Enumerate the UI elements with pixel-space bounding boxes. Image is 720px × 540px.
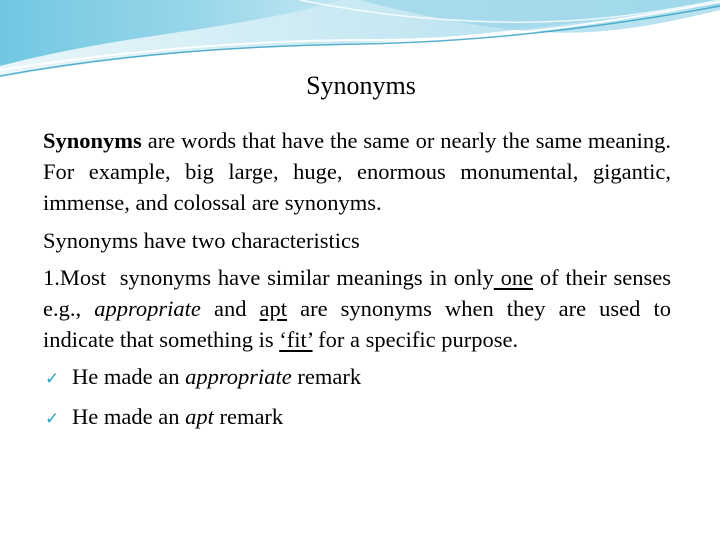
point-one-text-c: for a specific purpose. xyxy=(312,327,519,352)
subheading-line: Synonyms have two characteristics xyxy=(43,228,360,253)
example-2-italic: apt xyxy=(185,404,214,429)
underlined-one: one xyxy=(493,265,534,290)
italic-appropriate: appropriate xyxy=(94,296,201,321)
point-one-text-a: of their senses e.g., xyxy=(43,265,671,321)
checkmark-bullet-icon: ✓ xyxy=(45,369,60,389)
example-1-after: remark xyxy=(291,364,362,389)
point-one-paragraph xyxy=(43,262,671,355)
example-2-before: He made an xyxy=(72,404,186,429)
point-one-lead: 1.Most synonyms have similar meanings in only xyxy=(43,265,494,290)
definition-text: are words that have the same or nearly the same meaning. For example, big large, huge, enormous monumental, gigantic, immense, and colossal are synonyms. xyxy=(43,128,671,215)
point-one-text-b: are synonyms when they are used to indicate that something is xyxy=(43,296,671,352)
definition-term: Synonyms xyxy=(43,128,142,153)
example-1-italic: appropriate xyxy=(185,364,292,389)
point-one-and: and xyxy=(200,296,260,321)
example-2-after: remark xyxy=(213,404,284,429)
slide-title: Synonyms xyxy=(306,71,416,100)
checkmark-bullet-icon: ✓ xyxy=(45,409,60,429)
example-line-2 xyxy=(43,401,671,435)
underlined-fit: ‘fit’ xyxy=(279,327,313,352)
definition-paragraph xyxy=(43,125,671,218)
slide-body xyxy=(43,125,671,435)
example-1-before: He made an xyxy=(72,364,186,389)
example-line-1 xyxy=(43,361,671,395)
underlined-apt: apt xyxy=(259,296,288,321)
